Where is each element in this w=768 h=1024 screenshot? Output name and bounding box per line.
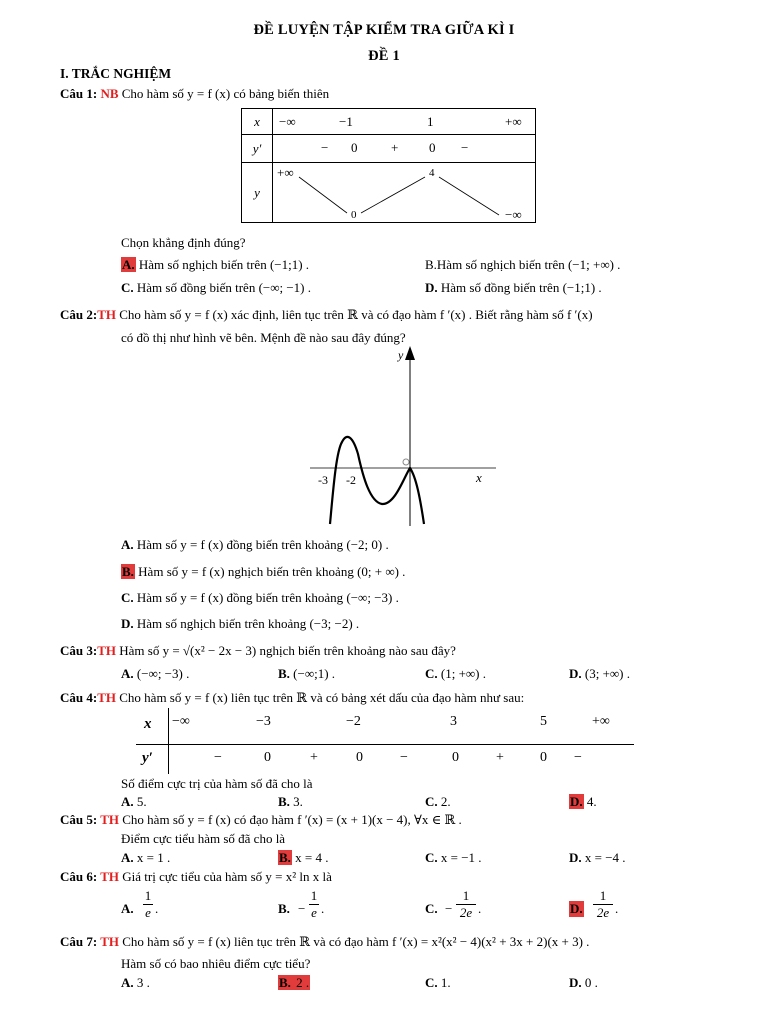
option-letter: D.	[121, 616, 134, 631]
fraction-denominator: 2e	[459, 905, 473, 920]
sign: 0	[452, 750, 459, 765]
section-heading: I. TRẮC NGHIỆM	[60, 66, 172, 81]
option-text: (−∞; −3) .	[133, 666, 190, 681]
question-text: Cho hàm số y = f (x) có đạo hàm f ′(x) = (x + 1)(x − 4), ∀x ∈ ℝ .	[119, 812, 462, 827]
fraction-denominator: 2e	[596, 905, 610, 920]
question-prompt: Hàm số có bao nhiêu điểm cực tiểu?	[121, 956, 311, 971]
level-tag: TH	[97, 869, 120, 884]
level-tag: NB	[100, 86, 119, 101]
option-text: x = 1 .	[133, 850, 171, 865]
option-text: Hàm số đồng biến trên (−∞; −1) .	[133, 280, 312, 295]
option-d[interactable]	[569, 666, 630, 682]
option-text: x = −4 .	[581, 850, 626, 865]
option-letter: A.	[121, 537, 134, 552]
fraction-numerator: 1	[456, 888, 476, 905]
option-letter: B.	[278, 901, 290, 916]
origin-marker	[403, 459, 409, 465]
option-letter: A.	[121, 850, 134, 865]
question-text: Giá trị cực tiểu của hàm số y = x² ln x là	[119, 869, 332, 884]
option-letter: C.	[425, 794, 438, 809]
option-d[interactable]	[569, 794, 597, 810]
answer-highlight: B.	[122, 564, 134, 579]
option-letter: C.	[425, 666, 438, 681]
question-text: Cho hàm số y = f (x) liên tục trên ℝ và có bảng xét dấu của đạo hàm như sau:	[116, 690, 525, 705]
variation-table-1	[241, 108, 536, 223]
option-letter: C.	[425, 850, 438, 865]
sign: 0	[540, 750, 547, 765]
option-letter: D.	[569, 975, 582, 990]
option-text: Hàm số y = f (x) đồng biến trên khoảng (−2; 0) .	[133, 537, 389, 552]
option-b[interactable]	[121, 564, 405, 580]
fraction-denominator: e	[145, 905, 151, 920]
option-text: 2 .	[292, 975, 310, 990]
x-value: −∞	[172, 714, 190, 729]
sign: 0	[356, 750, 363, 765]
x-value: −1	[339, 114, 353, 129]
option-c[interactable]	[121, 590, 399, 606]
variation-arrows	[273, 163, 537, 223]
sign: +	[496, 750, 504, 765]
x-value: 3	[450, 714, 457, 729]
y-axis-label: y	[398, 348, 404, 362]
option-letter: C.	[425, 901, 438, 916]
sign: 0	[264, 750, 271, 765]
y-row-label: y	[242, 163, 273, 223]
x-row-label: x	[144, 716, 152, 732]
x-axis-label: x	[476, 470, 482, 485]
option-letter: D.	[425, 280, 438, 295]
page-title: ĐỀ LUYỆN TẬP KIỂM TRA GIỮA KÌ I	[253, 22, 515, 38]
option-b[interactable]	[278, 850, 329, 866]
sign: −	[461, 140, 469, 155]
x-row	[273, 109, 536, 135]
question-6	[60, 869, 332, 885]
option-a[interactable]	[121, 850, 170, 866]
question-label: Câu 3:	[60, 643, 98, 658]
option-text: Hàm số đồng biến trên (−1;1) .	[437, 280, 602, 295]
option-letter: A.	[121, 794, 134, 809]
option-c[interactable]	[425, 794, 451, 810]
option-letter: B.	[278, 794, 290, 809]
fraction-denominator: e	[311, 905, 317, 920]
option-text: x = 4 .	[291, 850, 329, 865]
option-letter: D.	[569, 850, 582, 865]
sign: −	[214, 750, 222, 765]
option-text: Hàm số nghịch biến trên khoảng (−3; −2) .	[133, 616, 360, 631]
option-c[interactable]	[425, 850, 482, 866]
option-letter: A.	[121, 975, 134, 990]
fraction-numerator: 1	[144, 888, 152, 903]
level-tag: TH	[97, 934, 120, 949]
y-axis-arrow	[405, 346, 415, 360]
question-4	[60, 690, 524, 706]
question-text: Cho hàm số y = f (x) liên tục trên ℝ và có đạo hàm f ′(x) = x²(x² − 4)(x² + 3x + 2)(x + 3) .	[119, 934, 590, 949]
answer-highlight: A.	[122, 257, 135, 272]
tick-label: -2	[346, 473, 356, 487]
x-value: 1	[427, 114, 434, 129]
option-letter: A.	[121, 666, 134, 681]
option-text: (1; +∞) .	[437, 666, 487, 681]
option-d[interactable]	[121, 616, 359, 632]
question-label: Câu 5:	[60, 812, 98, 827]
yprime-row-label: y′	[142, 750, 153, 766]
option-text: Hàm số y = f (x) nghịch biến trên khoảng (0; + ∞) .	[134, 564, 406, 579]
y-value: −∞	[505, 207, 522, 222]
y-value: 0	[351, 209, 357, 221]
question-1	[60, 86, 329, 102]
option-letter: B.	[278, 666, 290, 681]
option-c[interactable]	[425, 975, 451, 991]
answer-highlight: B.	[279, 975, 291, 990]
option-a[interactable]	[121, 537, 389, 553]
option-d[interactable]	[569, 850, 626, 866]
question-7	[60, 934, 589, 950]
option-d[interactable]	[425, 280, 602, 296]
sign: +	[391, 140, 399, 155]
option-d[interactable]	[569, 975, 598, 991]
question-text: Cho hàm số y = f (x) xác định, liên tục trên ℝ và có đạo hàm f ′(x) . Biết rằng hàm số f ′(x)	[116, 307, 593, 322]
option-letter: C.	[121, 280, 134, 295]
option-text: 1.	[437, 975, 451, 990]
yprime-row-label: y′	[242, 135, 273, 163]
option-text: B.Hàm số nghịch biến trên (−1; +∞) .	[425, 257, 621, 272]
fraction-numerator: 1	[593, 888, 613, 905]
minus-sign: −	[445, 901, 453, 916]
level-tag: TH	[97, 643, 116, 658]
answer-highlight: D.	[570, 901, 583, 916]
question-2	[60, 307, 593, 323]
option-text: 0 .	[581, 975, 598, 990]
option-a[interactable]	[121, 257, 309, 273]
yprime-row	[273, 135, 536, 163]
exam-number: ĐỀ 1	[368, 48, 400, 64]
option-c[interactable]	[425, 666, 486, 682]
x-value: −3	[256, 714, 271, 729]
question-prompt: Điểm cực tiểu hàm số đã cho là	[121, 831, 286, 846]
x-value: −∞	[279, 114, 296, 129]
question-label: Câu 6:	[60, 869, 98, 884]
question-text: Hàm số y = √(x² − 2x − 3) nghịch biến trên khoảng nào sau đây?	[116, 643, 456, 658]
x-value: +∞	[505, 114, 522, 129]
question-prompt: Số điểm cực trị của hàm số đã cho là	[121, 776, 313, 791]
x-value: +∞	[592, 714, 610, 729]
option-letter: C.	[121, 590, 134, 605]
answer-highlight: B.	[279, 850, 291, 865]
y-value: +∞	[277, 165, 294, 180]
option-text: x = −1 .	[437, 850, 482, 865]
option-text: 2.	[437, 794, 451, 809]
derivative-graph	[300, 342, 500, 532]
option-a[interactable]	[121, 794, 147, 810]
option-letter: D.	[569, 666, 582, 681]
question-text: Cho hàm số y = f (x) có bảng biến thiên	[118, 86, 330, 101]
x-value: 5	[540, 714, 547, 729]
option-c[interactable]	[121, 280, 311, 296]
option-text: 3.	[289, 794, 303, 809]
y-value: 4	[429, 167, 435, 179]
question-3	[60, 643, 456, 659]
option-letter: A.	[121, 901, 134, 916]
answer-highlight: D.	[570, 794, 583, 809]
option-text: 4.	[583, 794, 597, 809]
y-row	[273, 163, 536, 223]
option-text: Hàm số y = f (x) đồng biến trên khoảng (−∞; −3) .	[133, 590, 399, 605]
level-tag: TH	[97, 307, 116, 322]
option-b[interactable]	[425, 257, 620, 273]
option-a[interactable]	[121, 975, 150, 991]
option-text: 5.	[133, 794, 147, 809]
sign-table	[136, 708, 634, 774]
level-tag: TH	[97, 690, 116, 705]
sign: +	[310, 750, 318, 765]
question-label: Câu 2:	[60, 307, 98, 322]
x-row-label: x	[242, 109, 273, 135]
option-b[interactable]	[278, 794, 303, 810]
sign: 0	[429, 140, 436, 155]
option-b[interactable]	[278, 975, 310, 991]
sign: −	[321, 140, 329, 155]
sign: −	[400, 750, 408, 765]
sign: −	[574, 750, 582, 765]
option-letter: C.	[425, 975, 438, 990]
question-text-cont: có đồ thị như hình vẽ bên. Mệnh đề nào sau đây đúng?	[121, 330, 406, 345]
option-a[interactable]	[121, 666, 189, 682]
question-label: Câu 7:	[60, 934, 98, 949]
minus-sign: −	[298, 901, 306, 916]
option-text: 3 .	[133, 975, 150, 990]
question-prompt: Chọn khẳng định đúng?	[121, 235, 246, 250]
level-tag: TH	[97, 812, 120, 827]
option-text: (3; +∞) .	[581, 666, 631, 681]
option-b[interactable]	[278, 666, 335, 682]
tick-label: -3	[318, 473, 328, 487]
x-value: −2	[346, 714, 361, 729]
question-label: Câu 1:	[60, 86, 98, 101]
sign: 0	[351, 140, 358, 155]
question-label: Câu 4:	[60, 690, 98, 705]
option-text: (−∞;1) .	[289, 666, 336, 681]
fraction-numerator: 1	[310, 888, 318, 903]
question-5	[60, 812, 462, 828]
option-text: Hàm số nghịch biến trên (−1;1) .	[135, 257, 310, 272]
